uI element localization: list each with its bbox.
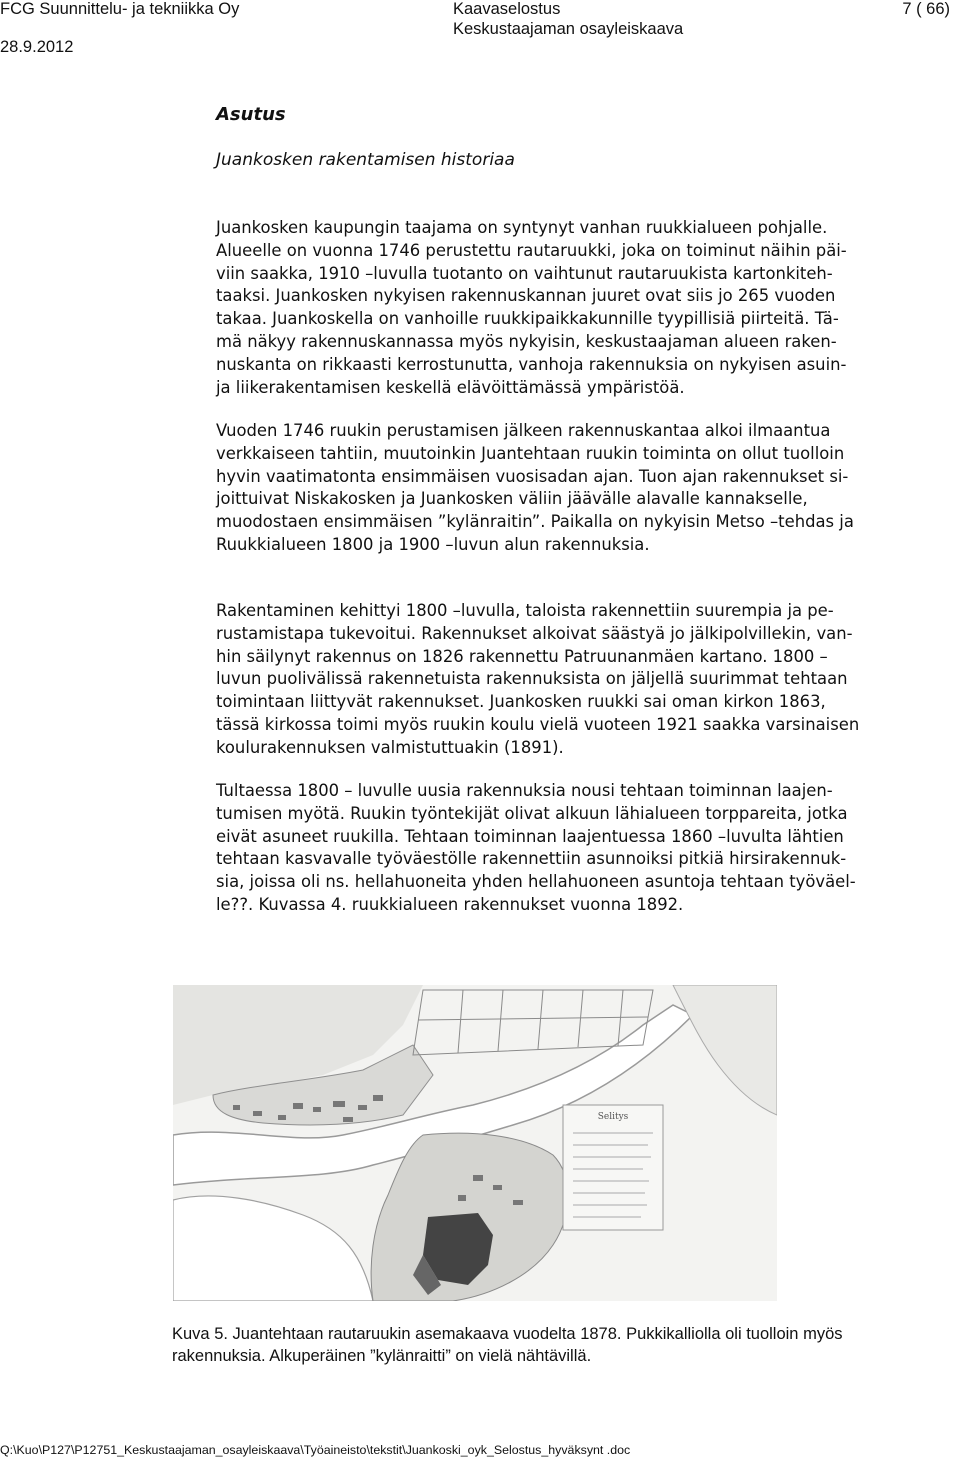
paragraph-line: joittuivat Niskakosken ja Juankosken väliin jäävälle alavalle kannakselle, <box>216 489 808 509</box>
caption-line: Kuva 5. Juantehtaan rautaruukin asemakaava vuodelta 1878. Pukkikalliolla oli tuolloin myös <box>172 1325 843 1343</box>
paragraph-line: tumisen myötä. Ruukin työntekijät olivat alkuun lähialueen torppareita, jotka <box>216 803 848 823</box>
paragraph-line: tehtaan kasvavalle työväestölle rakennettiin asunnoiksi pitkiä hirsirakennuk- <box>216 849 847 869</box>
paragraph-line: nuskanta on rikkaasti kerrostunutta, vanhoja rakennuksia on nykyisen asuin- <box>216 354 847 374</box>
paragraph-line: Alueelle on vuonna 1746 perustettu rautaruukki, joka on toiminut näihin päi- <box>216 240 847 260</box>
paragraph-line: takaa. Juankoskella on vanhoille ruukkipaikkakunnille tyypillisiä piirteitä. Tä- <box>216 309 839 329</box>
paragraph-line: mä näkyy rakennuskannassa myös nykyisin, keskustaajaman alueen raken- <box>216 331 837 351</box>
paragraph-line: Rakentaminen kehittyi 1800 –luvulla, taloista rakennettiin suurempia ja pe- <box>216 601 834 620</box>
paragraph-line: toimintaan liittyvät rakennukset. Juankosken ruukki sai oman kirkon 1863, <box>216 692 826 712</box>
paragraph-line: luvun puolivälissä rakennetuista rakennuksista on jäljellä suurimmat tehtaan <box>216 669 848 689</box>
paragraph-line: Ruukkialueen 1800 ja 1900 –luvun alun rakennuksia. <box>216 534 650 554</box>
paragraph-line: hin säilynyt rakennus on 1826 rakennettu Patruunanmäen kartano. 1800 – <box>216 646 828 666</box>
paragraph-line: rustamistapa tukevoitui. Rakennukset alkoivat säästyä jo jälkipolvillekin, van- <box>216 623 853 643</box>
document-date: 28.9.2012 <box>0 38 74 56</box>
paragraph-line: le??. Kuvassa 4. ruukkialueen rakennukset vuonna 1892. <box>216 894 684 914</box>
paragraph-line: eivät asuneet ruukilla. Tehtaan toiminnan laajentuessa 1860 –luvulta lähtien <box>216 826 844 846</box>
map-legend-title: Selitys <box>597 1112 629 1122</box>
paragraph-line: Juankosken kaupungin taajama on syntynyt vanhan ruukkialueen pohjalle. <box>216 218 828 237</box>
paragraph-line: Vuoden 1746 ruukin perustamisen jälkeen rakennuskantaa alkoi ilmaantua <box>216 421 831 440</box>
paragraph-line: taaksi. Juankosken nykyisen rakennuskannan juuret ovat siis jo 265 vuoden <box>216 286 836 306</box>
historical-map-image <box>173 985 777 1301</box>
page-header <box>0 0 960 70</box>
caption-line: rakennuksia. Alkuperäinen ”kylänraitti” on vielä nähtävillä. <box>172 1347 592 1365</box>
file-path-footer: Q:\Kuo\P127\P12751_Keskustaajaman_osayleiskaava\Työaineisto\tekstit\Juankoski_oyk_Selostus_hyväksynt .doc <box>0 1443 631 1457</box>
paragraph-1 <box>216 217 952 399</box>
paragraph-line: verkkaiseen tahtiin, muutoinkin Juantehtaan ruukin toiminta on ollut tuolloin <box>216 443 845 463</box>
paragraph-line: hyvin vaatimatonta ensimmäisen vuosisadan ajan. Tuon ajan rakennukset si- <box>216 466 849 486</box>
paragraph-3 <box>216 600 952 760</box>
document-subject: Keskustaajaman osayleiskaava <box>453 20 684 38</box>
paragraph-line: ja liikerakentamisen keskellä elävöittämässä ympäristöä. <box>216 377 685 397</box>
page-number: 7 ( 66) <box>902 0 950 18</box>
paragraph-line: koulurakennuksen valmistuttuakin (1891). <box>216 737 564 757</box>
paragraph-2 <box>216 420 952 557</box>
paragraph-line: viin saakka, 1910 –luvulla tuotanto on vaihtunut rautaruukista kartonkiteh- <box>216 263 833 283</box>
section-subtitle: Juankosken rakentamisen historiaa <box>216 150 515 170</box>
paragraph-line: muodostaen ensimmäisen ”kylänraitin”. Paikalla on nykyisin Metso –tehdas ja <box>216 512 854 532</box>
paragraph-line: tässä kirkossa toimi myös ruukin koulu vielä vuoteen 1921 saakka varsinaisen <box>216 714 860 734</box>
paragraph-4 <box>216 780 952 917</box>
paragraph-line: Tultaessa 1800 – luvulle uusia rakennuksia nousi tehtaan toiminnan laajen- <box>216 781 833 800</box>
document-type: Kaavaselostus <box>453 0 561 18</box>
company-name: FCG Suunnittelu- ja tekniikka Oy <box>0 0 240 18</box>
figure-caption <box>172 1323 960 1367</box>
section-title: Asutus <box>216 104 286 125</box>
paragraph-line: sia, joissa oli ns. hellahuoneita yhden hellahuoneen asuntoja tehtaan työväel- <box>216 872 856 892</box>
